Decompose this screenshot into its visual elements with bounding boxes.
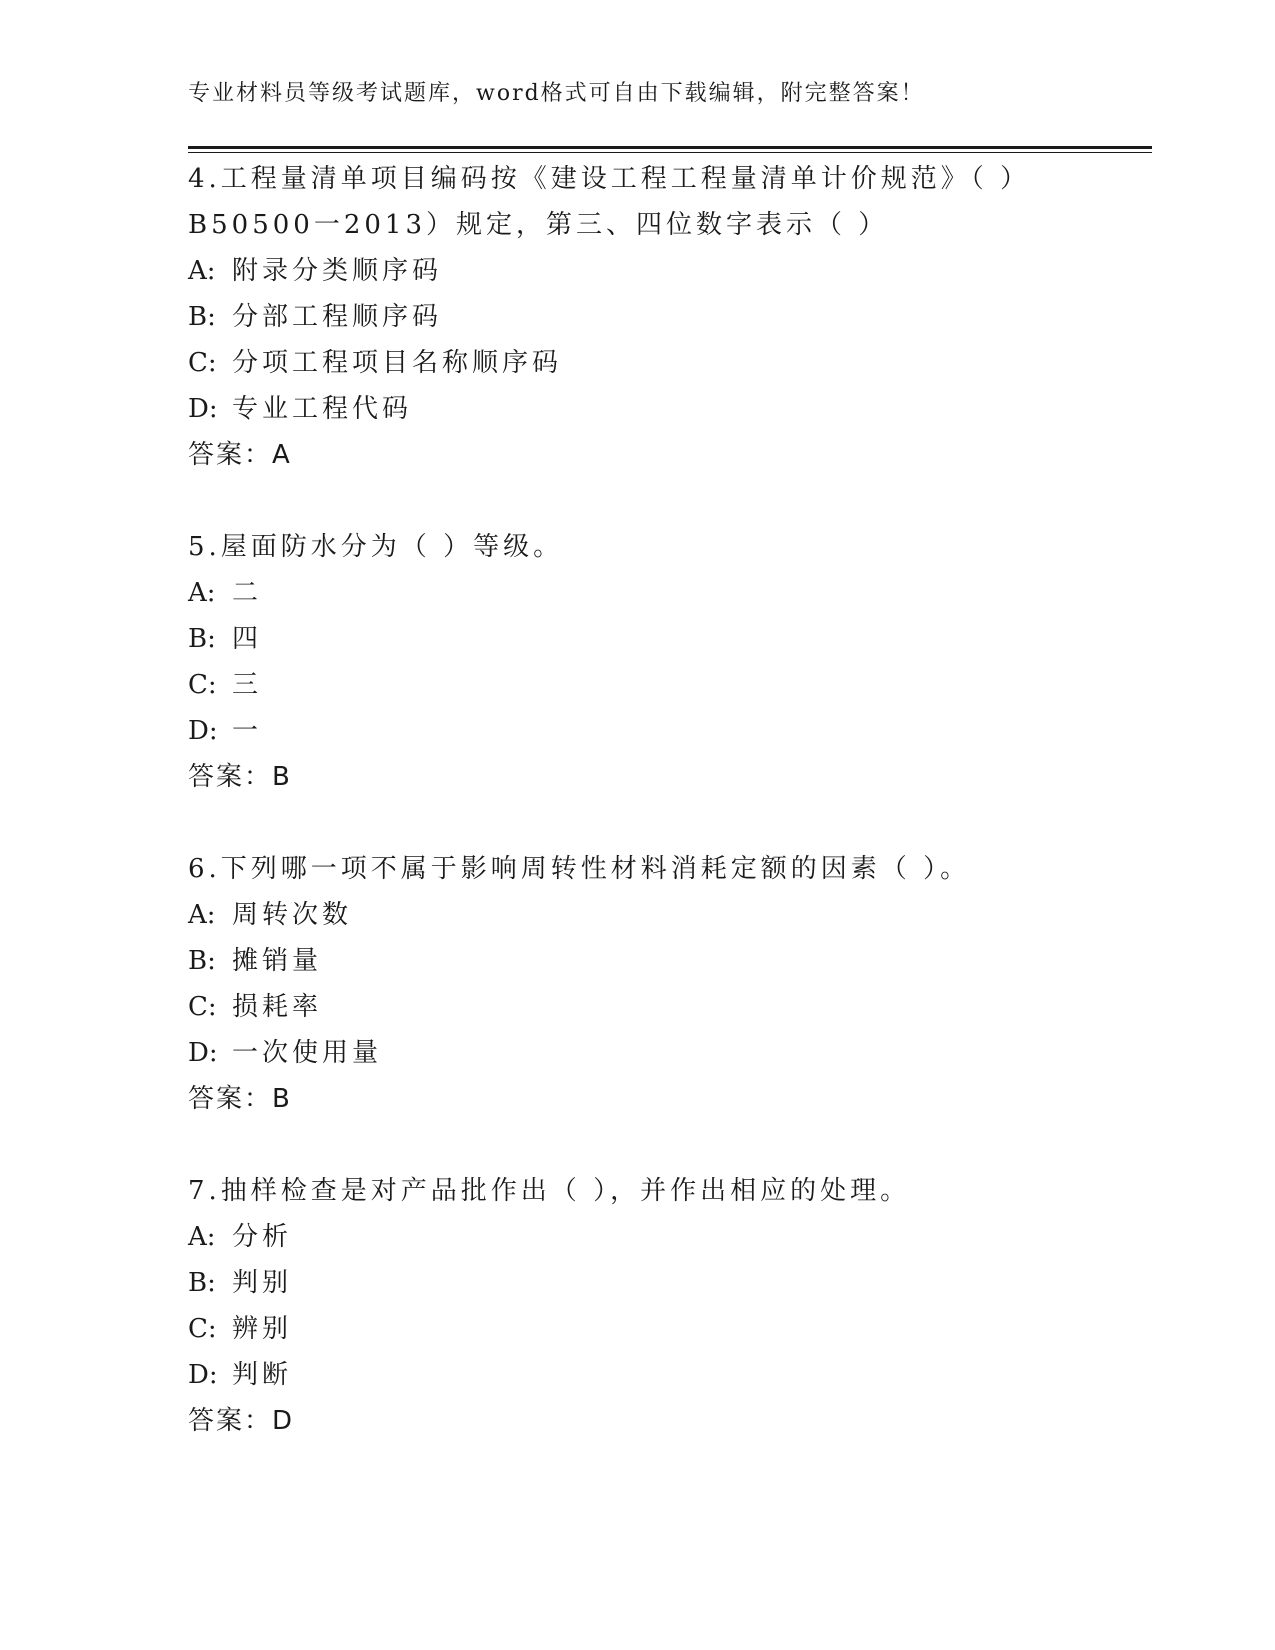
- option-d: [188, 386, 1152, 432]
- option-a: [188, 892, 1152, 938]
- document-header: 专业材料员等级考试题库，word格式可自由下载编辑，附完整答案！: [188, 81, 925, 106]
- option-text: 周转次数: [232, 900, 353, 930]
- question-stem-line: B50500一2013）规定，第三、四位数字表示（ ）: [188, 210, 889, 240]
- option-letter: B:: [188, 624, 216, 654]
- option-text: 分析: [232, 1222, 293, 1252]
- option-letter: D:: [188, 716, 218, 746]
- option-b: [188, 294, 1152, 340]
- option-letter: A:: [188, 578, 216, 608]
- option-c: [188, 340, 1152, 386]
- option-c: [188, 1306, 1152, 1352]
- option-b: [188, 938, 1152, 984]
- option-b: [188, 1260, 1152, 1306]
- question-5: [188, 524, 1152, 800]
- option-letter: B:: [188, 946, 216, 976]
- option-letter: B:: [188, 302, 216, 332]
- answer-line: 答案：B: [188, 762, 292, 792]
- option-text: 专业工程代码: [232, 394, 413, 424]
- option-letter: C:: [188, 992, 217, 1022]
- option-d: [188, 708, 1152, 754]
- option-b: [188, 616, 1152, 662]
- option-d: [188, 1352, 1152, 1398]
- question-list: [188, 156, 1152, 1444]
- option-text: 三: [232, 670, 263, 700]
- question-stem-line: 4.工程量清单项目编码按《建设工程工程量清单计价规范》（ ）: [188, 164, 1031, 194]
- answer-line: 答案：A: [188, 440, 292, 470]
- option-text: 摊销量: [232, 946, 323, 976]
- option-a: [188, 248, 1152, 294]
- option-text: 一: [232, 716, 263, 746]
- header-divider-thick: [188, 146, 1152, 149]
- option-text: 分部工程顺序码: [232, 302, 443, 332]
- question-stem-line: 6.下列哪一项不属于影响周转性材料消耗定额的因素（ ）。: [188, 854, 971, 884]
- option-letter: C:: [188, 348, 217, 378]
- option-c: [188, 984, 1152, 1030]
- question-6: [188, 846, 1152, 1122]
- option-text: 辨别: [232, 1314, 293, 1344]
- option-text: 判别: [232, 1268, 293, 1298]
- option-letter: D:: [188, 1360, 218, 1390]
- option-letter: B:: [188, 1268, 216, 1298]
- option-text: 附录分类顺序码: [232, 256, 443, 286]
- option-letter: D:: [188, 394, 218, 424]
- option-text: 损耗率: [232, 992, 323, 1022]
- header-divider-thin: [188, 152, 1152, 153]
- option-text: 分项工程项目名称顺序码: [232, 348, 563, 378]
- option-letter: A:: [188, 256, 216, 286]
- option-letter: C:: [188, 1314, 217, 1344]
- option-letter: C:: [188, 670, 217, 700]
- option-letter: A:: [188, 900, 216, 930]
- option-c: [188, 662, 1152, 708]
- answer-line: 答案：D: [188, 1406, 295, 1436]
- option-text: 判断: [232, 1360, 293, 1390]
- question-stem-line: 7.抽样检查是对产品批作出（ ），并作出相应的处理。: [188, 1176, 911, 1206]
- option-a: [188, 1214, 1152, 1260]
- option-text: 四: [232, 624, 263, 654]
- option-text: 二: [232, 578, 263, 608]
- option-d: [188, 1030, 1152, 1076]
- option-letter: A:: [188, 1222, 216, 1252]
- option-text: 一次使用量: [232, 1038, 383, 1068]
- option-letter: D:: [188, 1038, 218, 1068]
- answer-line: 答案：B: [188, 1084, 292, 1114]
- question-7: [188, 1168, 1152, 1444]
- question-4: [188, 156, 1152, 478]
- option-a: [188, 570, 1152, 616]
- question-stem-line: 5.屋面防水分为（ ）等级。: [188, 532, 564, 562]
